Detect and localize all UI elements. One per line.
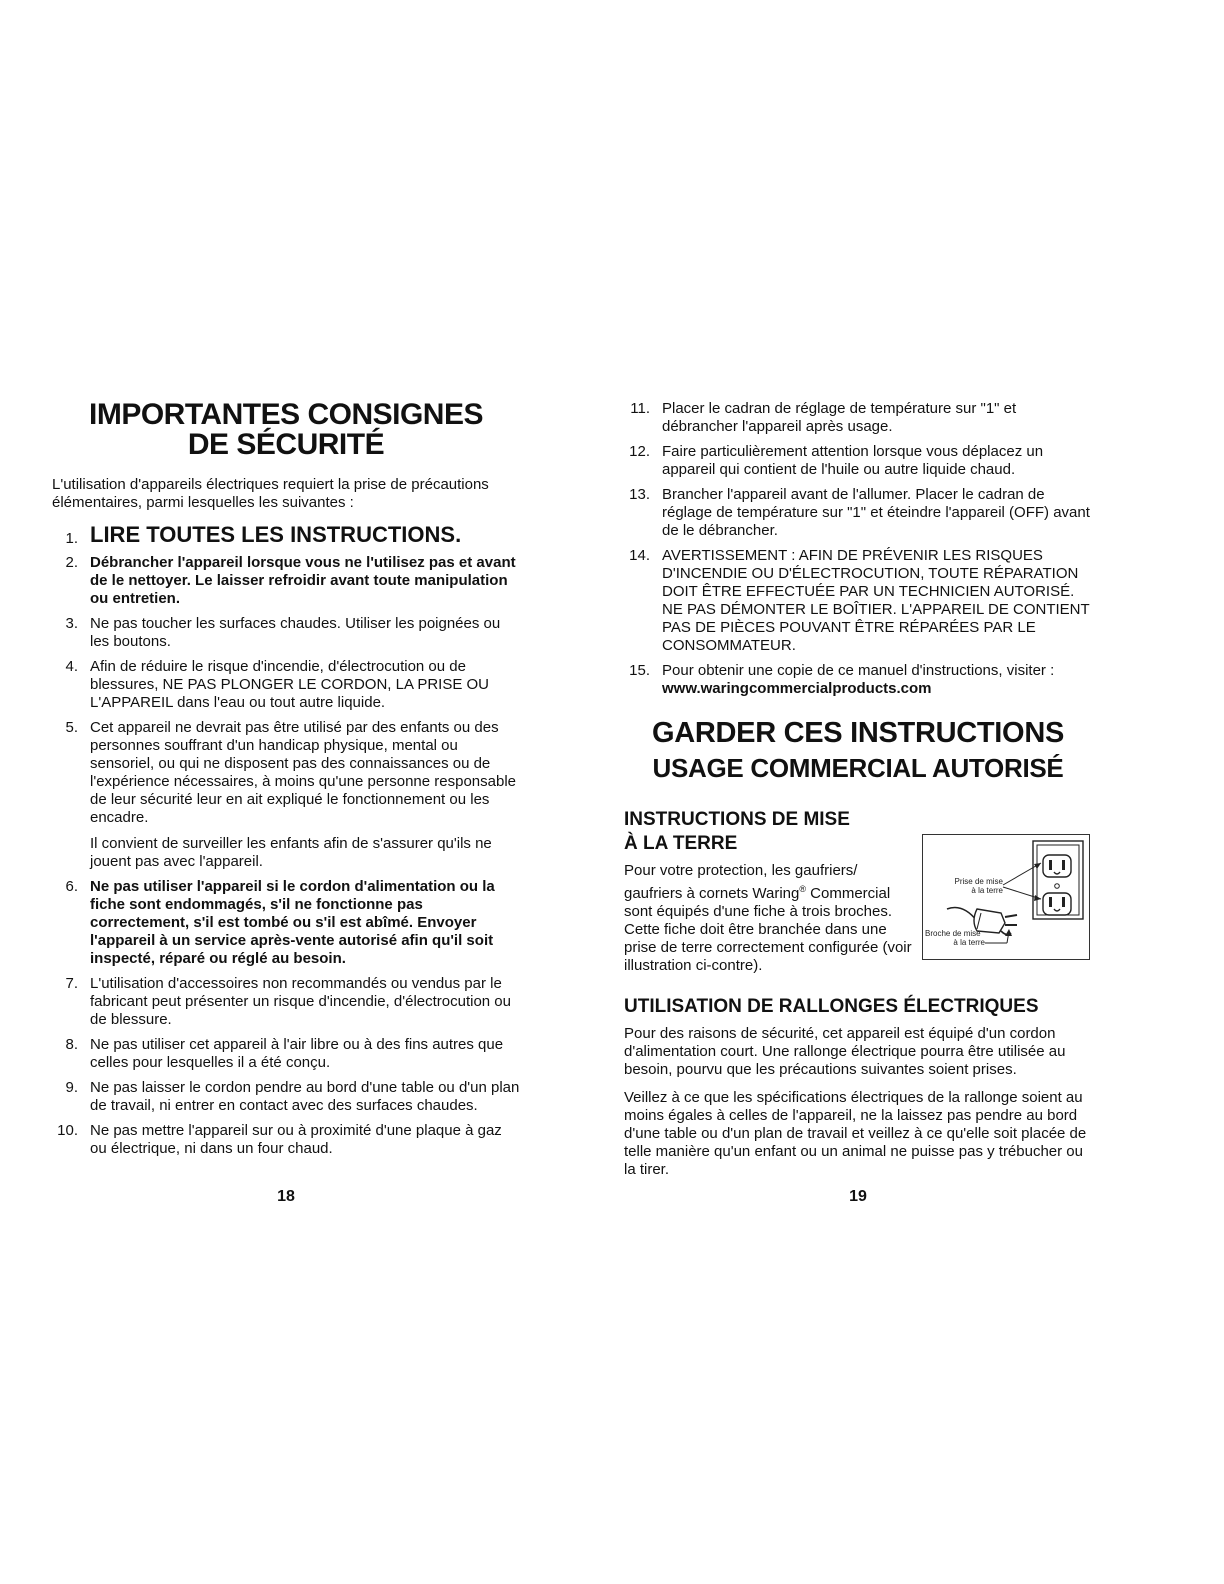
grounding-text	[624, 862, 914, 975]
item-number: 5.	[65, 719, 78, 736]
list-item	[624, 400, 1092, 436]
list-item	[624, 486, 1092, 540]
item-text: Afin de réduire le risque d'incendie, d'électrocution ou de blessures, NE PAS PLONGER LE CORDON, LA PRISE OU L'APPAREIL dans l'eau ou tout autre liquide.	[90, 658, 490, 711]
list-item	[624, 443, 1092, 479]
item-text: Faire particulièrement attention lorsque vous déplacez un appareil qui contient de l'huile ou autre liquide chaud.	[662, 443, 1044, 478]
keep-instructions-heading	[624, 716, 1092, 786]
pin-label-1: Broche de mise	[925, 929, 981, 938]
list-item	[624, 662, 1092, 698]
list-item	[52, 1036, 520, 1072]
website-link[interactable]: www.waringcommercialproducts.com	[662, 680, 932, 697]
list-item	[52, 878, 520, 968]
outlet-label-2: à la terre	[971, 886, 1003, 895]
item-number: 13.	[629, 486, 650, 503]
list-item	[52, 554, 520, 608]
list-item	[52, 522, 520, 548]
list-item	[52, 615, 520, 651]
extension-paragraph-2: Veillez à ce que les spécifications électriques de la rallonge soient au moins égales à celles de l'appareil, ne la laissez pas pendre au bord d'une table ou d'un plan de travail et veillez à ce qu'elle soit placée de telle manière qu'un enfant ou un animal ne puisse pas y trébucher ou la tirer.	[624, 1089, 1087, 1178]
page-number: 19	[849, 1188, 867, 1205]
item-text: Ne pas utiliser l'appareil si le cordon d'alimentation ou la fiche sont endommagés, s'il ne fonctionne pas correctement, s'il est tombé ou s'il est abîmé. Envoyer l'appareil à un service après-vente autorisé afin qu'il soit inspecté, réparé ou réglé au besoin.	[90, 878, 495, 967]
registered-mark: ®	[799, 884, 806, 894]
list-item	[52, 719, 520, 871]
page-right	[624, 400, 1092, 1205]
item-text: LIRE TOUTES LES INSTRUCTIONS.	[90, 522, 462, 547]
keep-line-2: USAGE COMMERCIAL AUTORISÉ	[652, 753, 1064, 783]
extension-paragraph-1: Pour des raisons de sécurité, cet appareil est équipé d'un cordon d'alimentation court. Une rallonge électrique pourra être utilisée au besoin, pourvu que les précautions suivantes soient prises.	[624, 1025, 1066, 1078]
list-item	[52, 1079, 520, 1115]
grounding-text-a: Pour votre protection, les gaufriers/ gaufriers à cornets Waring	[624, 862, 858, 902]
item-number: 11.	[630, 400, 650, 417]
item-number: 10.	[57, 1122, 78, 1139]
safety-title	[52, 400, 520, 460]
extension-cord-section	[624, 995, 1092, 1179]
page-left	[52, 398, 520, 1205]
item-number: 15.	[629, 662, 650, 679]
outlet-label-1: Prise de mise	[954, 877, 1003, 886]
item-text: Ne pas toucher les surfaces chaudes. Utiliser les poignées ou les boutons.	[90, 615, 501, 650]
page-number: 18	[277, 1188, 295, 1205]
outlet-plug-icon	[923, 835, 1089, 959]
title-line-2: DE SÉCURITÉ	[187, 428, 385, 461]
grounded-outlet-illustration	[922, 834, 1090, 960]
item-number: 7.	[65, 975, 78, 992]
item-number: 4.	[65, 658, 78, 675]
keep-line-1: GARDER CES INSTRUCTIONS	[651, 717, 1064, 749]
item-number: 1.	[65, 530, 78, 547]
item-number: 9.	[65, 1079, 78, 1096]
list-item	[52, 1122, 520, 1158]
item-text: Brancher l'appareil avant de l'allumer. Placer le cadran de réglage de température sur "1" et éteindre l'appareil (OFF) avant de le débrancher.	[662, 486, 1090, 539]
pin-label-2: à la terre	[953, 938, 985, 947]
intro-text: L'utilisation d'appareils électriques requiert la prise de précautions élémentaires, parmi lesquelles les suivantes :	[52, 476, 489, 511]
grounding-heading-line-2: À LA TERRE	[624, 833, 738, 854]
item-text: Ne pas utiliser cet appareil à l'air libre ou à des fins autres que celles pour lesquelles il a été conçu.	[90, 1036, 504, 1071]
item-text: Ne pas mettre l'appareil sur ou à proximité d'une plaque à gaz ou électrique, ni dans un four chaud.	[90, 1122, 502, 1157]
list-item	[52, 658, 520, 712]
safety-list-left	[52, 522, 520, 1158]
item-number: 2.	[65, 554, 78, 571]
item-number: 14.	[629, 547, 650, 564]
grounding-section	[624, 808, 1092, 975]
item-text: Pour obtenir une copie de ce manuel d'instructions, visiter :	[662, 662, 1055, 679]
item-number: 6.	[65, 878, 78, 895]
item-text: AVERTISSEMENT : AFIN DE PRÉVENIR LES RISQUES D'INCENDIE OU D'ÉLECTROCUTION, TOUTE RÉPARATION DOIT ÊTRE EFFECTUÉE PAR UN TECHNICIEN AUTORISÉ. NE PAS DÉMONTER LE BOÎTIER. L'APPAREIL DE CONTIENT PAS DE PIÈCES POUVANT ÊTRE RÉPARÉES PAR LE CONSOMMATEUR.	[662, 547, 1090, 654]
grounding-heading-line-1: INSTRUCTIONS DE MISE	[624, 809, 850, 830]
item-text: L'utilisation d'accessoires non recommandés ou vendus par le fabricant peut présenter un risque d'incendie, d'électrocution ou de blessure.	[90, 975, 511, 1028]
grounding-text-b: Commercial sont équipés d'une fiche à trois broches. Cette fiche doit être branchée dans une prise de terre correctement configurée (voir illustration ci-contre).	[624, 885, 912, 974]
item-number: 12.	[629, 443, 650, 460]
item-text: Placer le cadran de réglage de température sur "1" et débrancher l'appareil après usage.	[662, 400, 1017, 435]
item-number: 3.	[65, 615, 78, 632]
item-subtext: Il convient de surveiller les enfants afin de s'assurer qu'ils ne jouent pas avec l'appareil.	[90, 835, 492, 870]
safety-list-right	[624, 400, 1092, 698]
list-item	[624, 547, 1092, 655]
item-text: Ne pas laisser le cordon pendre au bord d'une table ou d'un plan de travail, ni entrer en contact avec des surfaces chaudes.	[90, 1079, 520, 1114]
list-item	[52, 975, 520, 1029]
extension-heading: UTILISATION DE RALLONGES ÉLECTRIQUES	[624, 996, 1039, 1017]
item-text: Cet appareil ne devrait pas être utilisé par des enfants ou des personnes souffrant d'un handicap physique, mental ou sensoriel, ou qui ne disposent pas des connaissances ou de l'expérience nécessaires, à moins qu'une personne responsable de leur sécurité leur en ait expliqué le fonctionnement ou les encadre.	[90, 719, 516, 826]
item-number: 8.	[65, 1036, 78, 1053]
item-text: Débrancher l'appareil lorsque vous ne l'utilisez pas et avant de le nettoyer. Le laisser refroidir avant toute manipulation ou entretien.	[90, 554, 516, 607]
title-line-1: IMPORTANTES CONSIGNES	[89, 398, 483, 431]
